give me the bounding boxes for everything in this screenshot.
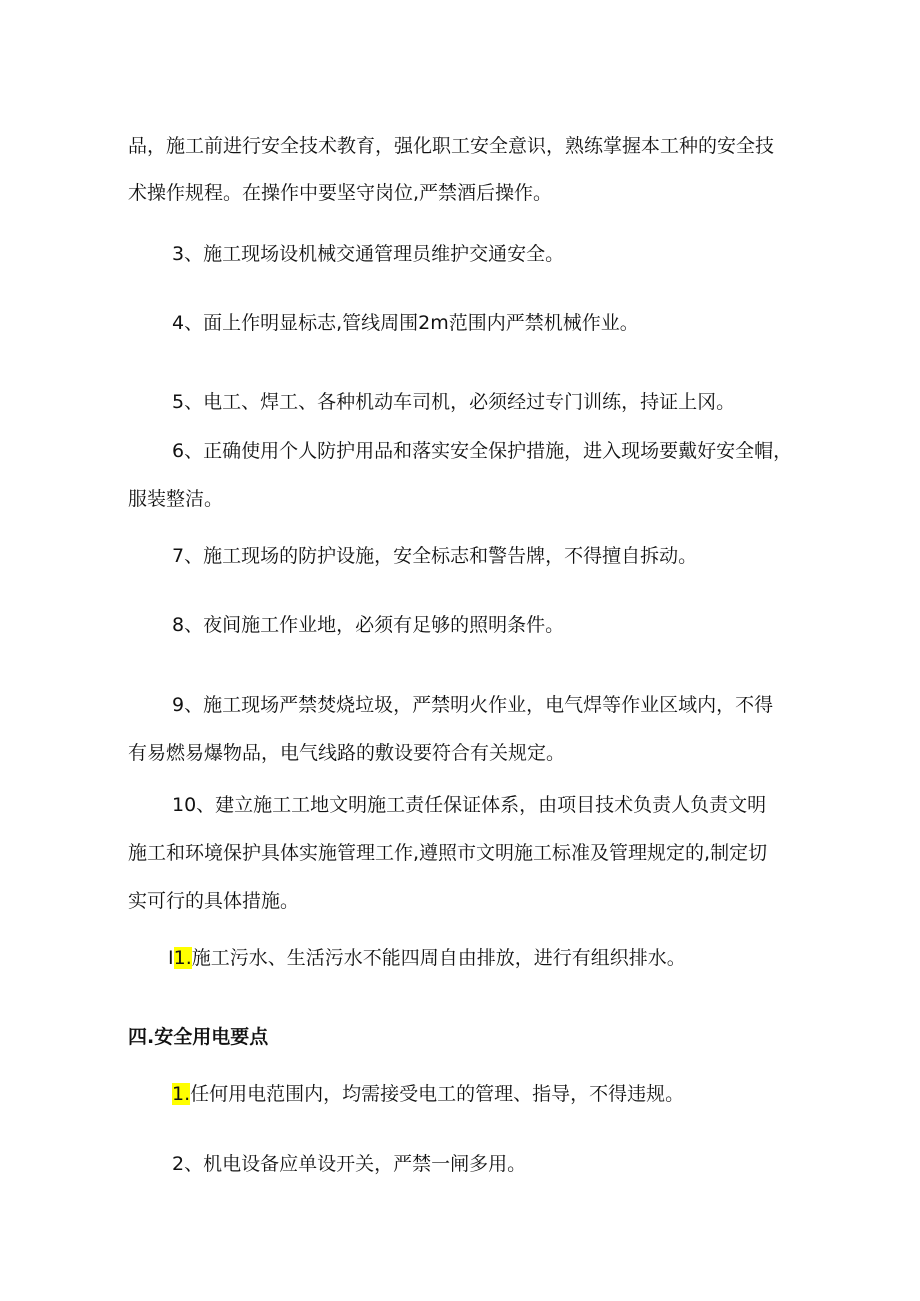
- highlighted-number: 1.: [173, 947, 192, 969]
- power-item-1: [172, 1081, 684, 1107]
- list-item-11: [168, 945, 686, 971]
- list-item-3: 3、施工现场设机械交通管理员维护交通安全。: [172, 243, 565, 265]
- section-heading: 四.安全用电要点: [128, 1026, 269, 1048]
- list-item-6: 6、正确使用个人防护用品和落实安全保护措施，进入现场要戴好安全帽，: [172, 440, 793, 462]
- list-item-7: 7、施工现场的防护设施，安全标志和警告牌，不得擅自拆动。: [172, 545, 698, 567]
- list-item-8: 8、夜间施工作业地，必须有足够的照明条件。: [172, 614, 565, 636]
- paragraph-line: 服装整洁。: [128, 488, 224, 510]
- paragraph-line: 品，施工前进行安全技术教育，强化职工安全意识，熟练掌握本工种的安全技: [128, 135, 775, 157]
- list-item-10: 10、建立施工工地文明施工责任保证体系，由项目技术负责人负责文明: [172, 794, 767, 816]
- paragraph-line: 施工和环境保护具体实施管理工作,遵照市文明施工标准及管理规定的,制定切: [128, 842, 768, 864]
- list-item-9: 9、施工现场严禁焚烧垃圾，严禁明火作业，电气焊等作业区域内，不得: [172, 694, 774, 716]
- paragraph-line: 有易燃易爆物品，电气线路的敷设要符合有关规定。: [128, 742, 566, 764]
- paragraph-line: 术操作规程。在操作中要坚守岗位,严禁酒后操作。: [128, 182, 553, 204]
- highlighted-number: 1.: [172, 1083, 191, 1105]
- power-item-1-text: 任何用电范围内，均需接受电工的管理、指导，不得违规。: [190, 1083, 685, 1105]
- paragraph-line: 实可行的具体措施。: [128, 890, 300, 912]
- list-item-5: 5、电工、焊工、各种机动车司机，必须经过专门训练，持证上冈。: [172, 391, 736, 413]
- list-item-11-prefix: I: [168, 947, 174, 969]
- list-item-11-text: 施工污水、生活污水不能四周自由排放，进行有组织排水。: [191, 947, 686, 969]
- list-item-4: 4、面上作明显标志,管线周围2m范围内严禁机械作业。: [172, 312, 639, 334]
- power-item-2: 2、机电设备应单设开关，严禁一闸多用。: [172, 1153, 527, 1175]
